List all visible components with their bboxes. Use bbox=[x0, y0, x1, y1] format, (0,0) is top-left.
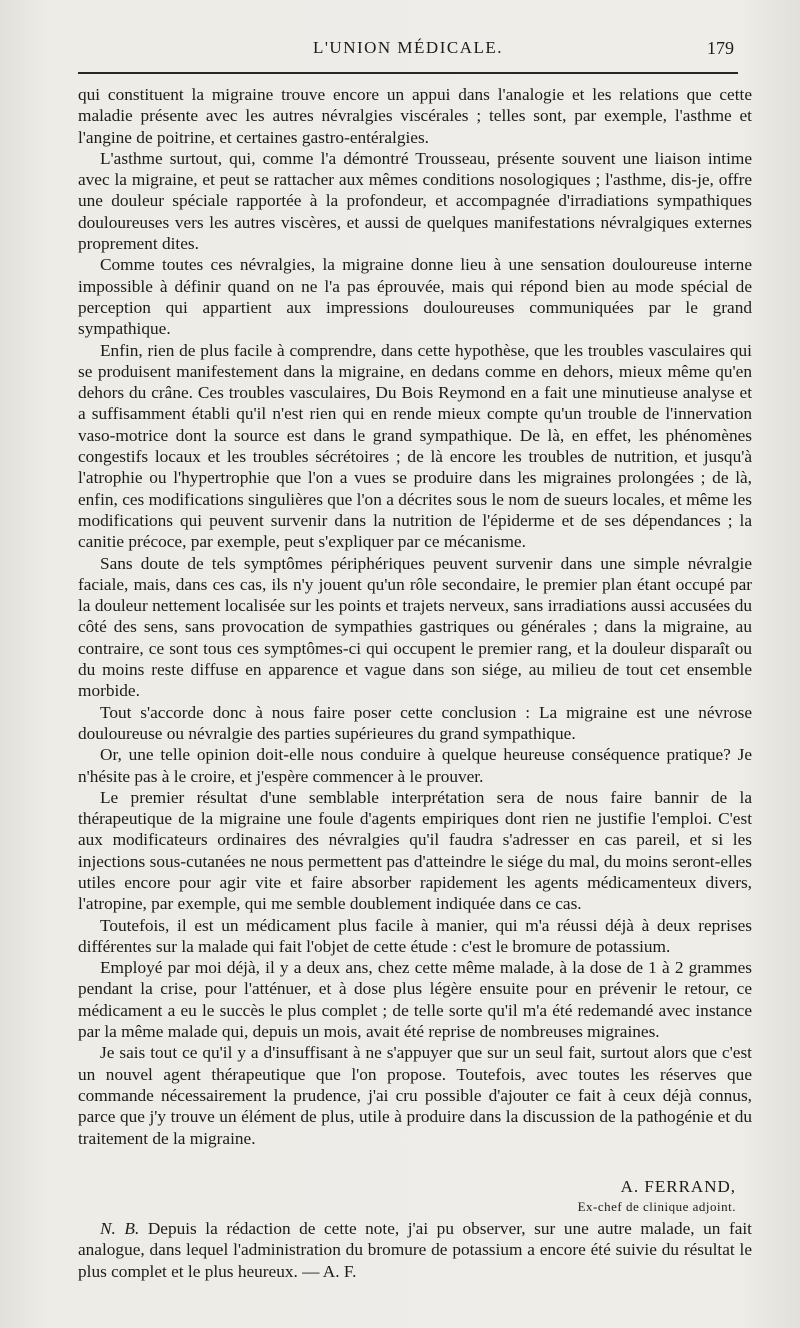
paragraph-10: Employé par moi déjà, il y a deux ans, chez cette même malade, à la dose de 1 à 2 grammes pendant la crise, pour l'atténuer, et à dose plus légère ensuite pour en prévenir le retour, ce médicament a eu le succès le plus complet ; de telle sorte qu'il m'a été redemandé avec instance par la même malade qui, depuis un mois, avait été reprise de nombreuses migraines. bbox=[78, 958, 752, 1042]
nota-bene bbox=[78, 1218, 752, 1282]
nota-bene-label: N. B. bbox=[100, 1219, 140, 1238]
paragraph-4: Enfin, rien de plus facile à comprendre, dans cette hypothèse, que les troubles vasculaires qui se produisent manifestement dans la migraine, en dedans comme en dehors, mieux même qu'en dehors du crâne. Ces troubles vasculaires, Du Bois Reymond en a fait une minutieuse analyse et a suffisamment établi qu'il n'est rien qui en rende mieux compte qu'un trouble de l'innervation vaso-motrice dont la source est dans le grand sympathique. De là, en effet, les phénomènes congestifs locaux et les troubles sécrétoires ; de là encore les troubles de nutrition, et jusqu'à l'atrophie ou l'hypertrophie que l'on a vues se produire dans les migraines prolongées ; de là, enfin, ces modifications singulières que l'on a décrites sous le nom de sueurs locales, et même les modifications qui peuvent survenir dans la nutrition de l'épiderme et de ses dépendances ; la canitie précoce, par exemple, peut s'expliquer par ce mécanisme. bbox=[78, 340, 752, 552]
author-signature bbox=[578, 1177, 736, 1215]
header-rule bbox=[78, 72, 738, 74]
paragraph-6: Tout s'accorde donc à nous faire poser cette conclusion : La migraine est une névrose douloureuse ou névralgie des parties supérieures du grand sympathique. bbox=[78, 702, 752, 743]
paragraph-7: Or, une telle opinion doit-elle nous conduire à quelque heureuse conséquence pratique? Je n'hésite pas à le croire, et j'espère commencer à le prouver. bbox=[78, 745, 752, 786]
paragraph-8: Le premier résultat d'une semblable interprétation sera de nous faire bannir de la thérapeutique de la migraine une foule d'agents empiriques dont rien ne justifie l'emploi. C'est aux modificateurs ordinaires des névralgies qu'il faudra s'adresser en cas pareil, et si les injections sous-cutanées ne nous permettent pas d'atteindre le siége du mal, du moins seront-elles utiles encore pour agir vite et faire absorber rapidement les agents médicamenteux divers, l'atropine, par exemple, qui me semble doublement indiquée dans ce cas. bbox=[78, 787, 752, 914]
nota-bene-text: Depuis la rédaction de cette note, j'ai pu observer, sur une autre malade, un fait analogue, dans lequel l'administration du bromure de potassium a encore été suivie du résultat le plus complet et le plus heureux. — A. F. bbox=[78, 1219, 752, 1281]
page-number: 179 bbox=[707, 38, 734, 58]
running-header bbox=[78, 38, 738, 66]
paragraph-3: Comme toutes ces névralgies, la migraine donne lieu à une sensation douloureuse interne impossible à définir quand on ne l'a pas éprouvée, mais qui répond bien au mode spécial de perception qui appartient aux impressions douloureuses communiquées par le grand sympathique. bbox=[78, 255, 752, 339]
author-name: A. FERRAND, bbox=[620, 1177, 736, 1196]
paragraph-5: Sans doute de tels symptômes périphériques peuvent survenir dans une simple névralgie faciale, mais, dans ces cas, ils n'y jouent qu'un rôle secondaire, le premier plan étant occupé par la douleur nettement localisée sur les points et trajets nerveux, sans irradiations aussi accusées du côté des sens, sans provocation de sympathies gastriques ou générales ; dans la migraine, au contraire, ce sont tous ces symptômes-ci qui occupent le premier rang, et la douleur disparaît ou du moins reste diffuse en apparence et vague dans son siége, au milieu de tout cet ensemble morbide. bbox=[78, 553, 752, 701]
paragraph-9: Toutefois, il est un médicament plus facile à manier, qui m'a réussi déjà à deux reprises différentes sur la malade qui fait l'objet de cette étude : c'est le bromure de potassium. bbox=[78, 915, 752, 956]
paragraph-1: qui constituent la migraine trouve encore un appui dans l'analogie et les relations que cette maladie présente avec les autres névralgies viscérales ; telles sont, par exemple, l'asthme et l'angine de poitrine, et certaines gastro-entéralgies. bbox=[78, 85, 752, 147]
paragraph-2: L'asthme surtout, qui, comme l'a démontré Trousseau, présente souvent une liaison intime avec la migraine, et peut se rattacher aux mêmes conditions nosologiques ; l'asthme, dis-je, offre une douleur spéciale rapportée à la profondeur, et accompagnée d'irradiations sympathiques douloureuses vers les autres viscères, et aussi de quelques manifestations névralgiques externes proprement dites. bbox=[78, 148, 752, 254]
paragraph-11: Je sais tout ce qu'il y a d'insuffisant à ne s'appuyer que sur un seul fait, surtout alors que c'est un nouvel agent thérapeutique que l'on propose. Toutefois, avec toutes les réserves que commande nécessairement la prudence, j'ai cru possible d'ajouter ce fait à ceux déjà connus, parce que j'y trouve un élément de plus, utile à produire dans la discussion de la pathogénie et du traitement de la migraine. bbox=[78, 1043, 752, 1148]
article-body bbox=[78, 84, 752, 1149]
journal-title: L'UNION MÉDICALE. bbox=[312, 38, 504, 57]
author-role: Ex-chef de clinique adjoint. bbox=[577, 1199, 736, 1214]
